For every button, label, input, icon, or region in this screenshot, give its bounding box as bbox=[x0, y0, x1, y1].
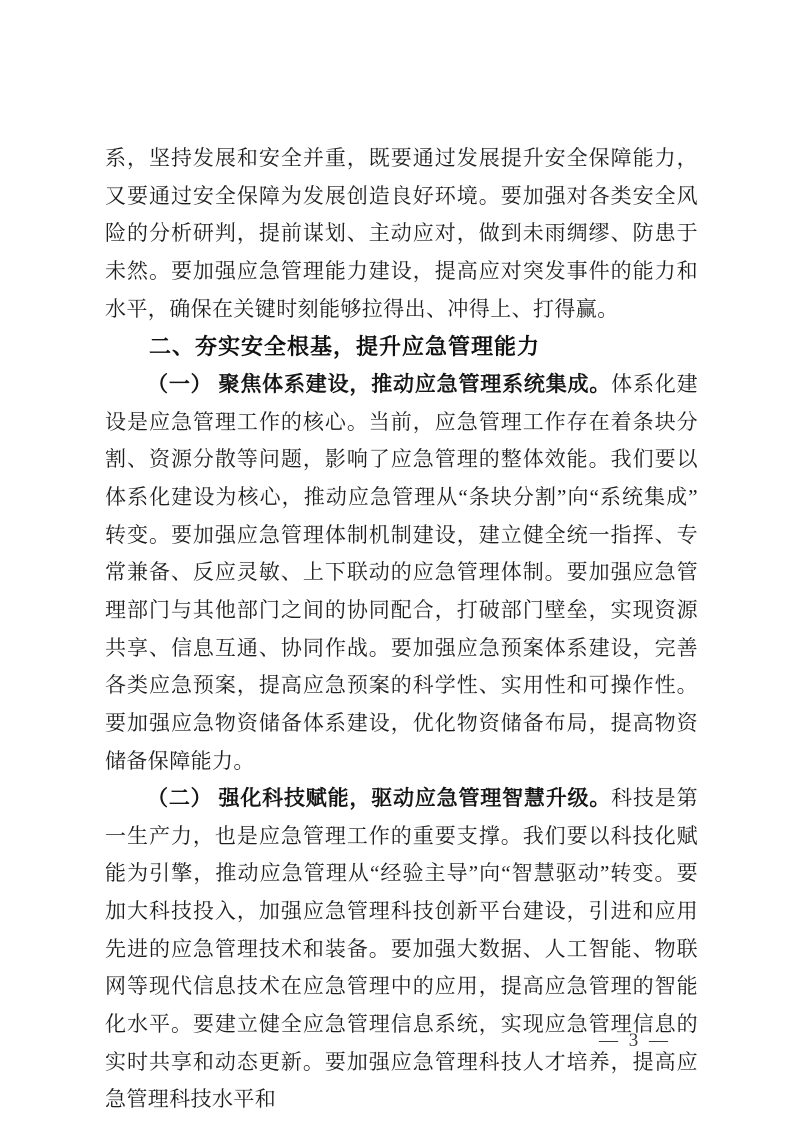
paragraph-item-1-lead: （一） 聚焦体系建设，推动应急管理系统集成。 bbox=[147, 371, 612, 396]
document-body bbox=[105, 140, 698, 1119]
paragraph-item-2 bbox=[105, 780, 698, 1119]
paragraph-item-1-text: 体系化建设是应急管理工作的核心。当前，应急管理工作存在着条块分割、资源分散等问题，影响了应急管理的整体效能。我们要以体系化建设为核心，推动应急管理从“条块分割”向“系统集成”转变。要加强应急管理体制机制建设，建立健全统一指挥、专常兼备、反应灵敏、上下联动的应急管理体制。要加强应急管理部门与其他部门之间的协同配合，打破部门壁垒，实现资源共享、信息互通、协同作战。要加强应急预案体系建设，完善各类应急预案，提高应急预案的科学性、实用性和可操作性。要加强应急物资储备体系建设，优化物资储备布局，提高物资储备保障能力。 bbox=[105, 371, 698, 773]
section-heading: 二、夯实安全根基，提升应急管理能力 bbox=[149, 334, 541, 360]
page-number: — 3 — bbox=[599, 1030, 671, 1051]
paragraph-item-2-lead: （二） 强化科技赋能，驱动应急管理智慧升级。 bbox=[147, 786, 612, 811]
paragraph-item-1 bbox=[105, 366, 698, 780]
paragraph-continuation: 系，坚持发展和安全并重，既要通过发展提升安全保障能力，又要通过安全保障为发展创造良好环境。要加强对各类安全风险的分析研判，提前谋划、主动应对，做到未雨绸缪、防患于未然。要加强应急管理能力建设，提高应对突发事件的能力和水平，确保在关键时刻能够拉得出、冲得上、打得赢。 bbox=[105, 146, 698, 321]
paragraph-item-2-text: 科技是第一生产力，也是应急管理工作的重要支撑。我们要以科技化赋能为引擎，推动应急管理从“经验主导”向“智慧驱动”转变。要加大科技投入，加强应急管理科技创新平台建设，引进和应用先进的应急管理技术和装备。要加强大数据、人工智能、物联网等现代信息技术在应急管理中的应用，提高应急管理的智能化水平。要建立健全应急管理信息系统，实现应急管理信息的实时共享和动态更新。要加强应急管理科技人才培养，提高应急管理科技水平和 bbox=[105, 786, 698, 1112]
